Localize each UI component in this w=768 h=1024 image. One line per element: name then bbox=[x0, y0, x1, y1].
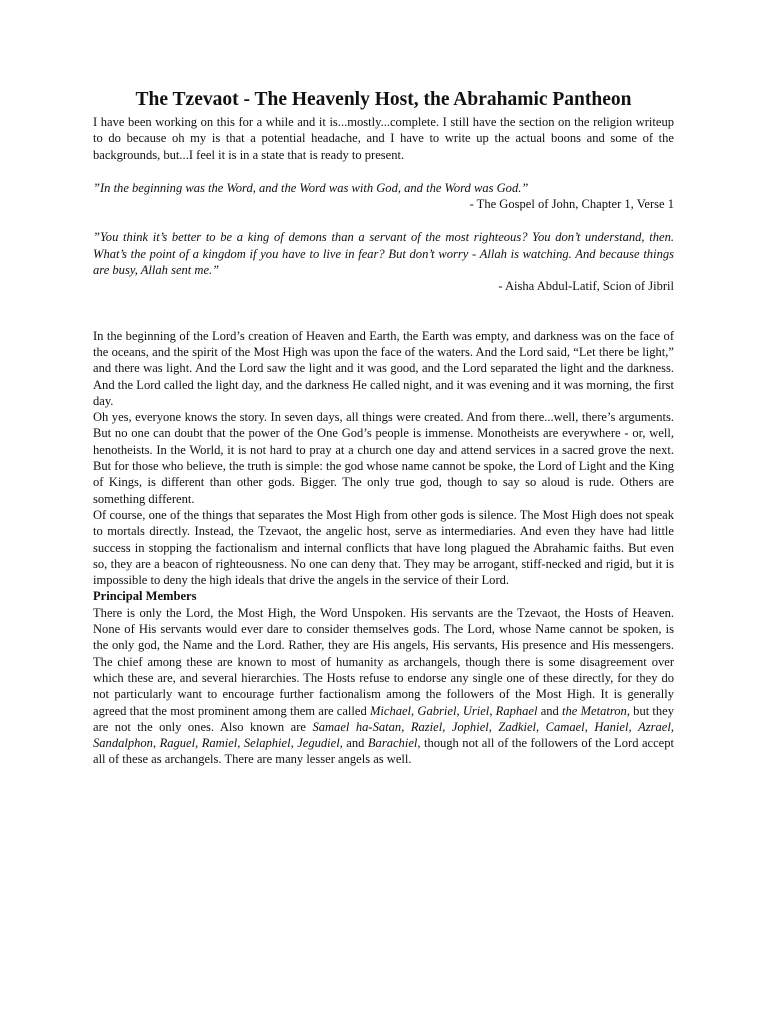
scion-attribution: - Aisha Abdul-Latif, Scion of Jibril bbox=[498, 279, 674, 294]
members-text: , but they are not the only ones. Also known are bbox=[93, 703, 675, 734]
archangel-name: Raziel bbox=[410, 719, 443, 734]
spacer bbox=[93, 163, 674, 180]
archangel-name: Michael bbox=[369, 703, 412, 718]
archangel-name: Camael bbox=[545, 719, 585, 734]
archangel-name: Uriel bbox=[462, 703, 490, 718]
archangel-name: Selaphiel bbox=[243, 736, 291, 751]
archangel-name: Zadkiel bbox=[498, 719, 537, 734]
archangel-name: Ramiel bbox=[201, 736, 238, 751]
archangel-name: Raguel bbox=[159, 736, 196, 751]
epigraph-quote: ”In the beginning was the Word, and the Word was with God, and the Word was God.” bbox=[93, 180, 529, 195]
monotheism-paragraph: Oh yes, everyone knows the story. In seven days, all things were created. And from there...well, there’s arguments. But no one can doubt that the power of the One God’s people is immense. Monotheists are everywhere - or, well, henotheists. In the World, it is not hard to pray at a church one day and attend services in a sacred grove the next. But for those who believe, the truth is simple: the god whose name cannot be spoke, the Lord of Light and the King of Kings, is different than other gods. Bigger. The only true god, though to say so aloud is rude. Others are something different. bbox=[93, 410, 674, 506]
archangel-name: Azrael bbox=[638, 719, 671, 734]
separator: , bbox=[670, 719, 674, 734]
separator: , bbox=[152, 736, 160, 751]
separator: , bbox=[411, 703, 418, 718]
separator: , bbox=[456, 703, 463, 718]
archangel-name: Jophiel bbox=[451, 719, 489, 734]
separator: , bbox=[442, 719, 452, 734]
members-paragraph bbox=[93, 605, 674, 768]
archangel-name: Samael ha-Satan bbox=[312, 719, 402, 734]
conjunction: and bbox=[537, 703, 563, 718]
archangel-name: Jegudiel bbox=[297, 736, 340, 751]
separator: , bbox=[401, 719, 411, 734]
epigraph-attribution: - The Gospel of John, Chapter 1, Verse 1 bbox=[469, 197, 674, 212]
spacer bbox=[93, 212, 674, 229]
archangel-name: Sandalphon bbox=[93, 736, 153, 751]
archangel-name: the Metatron bbox=[562, 703, 627, 718]
section-heading: Principal Members bbox=[93, 589, 197, 604]
separator: , bbox=[195, 736, 202, 751]
creation-paragraph: In the beginning of the Lord’s creation of Heaven and Earth, the Earth was empty, and darkness was on the face of the oceans, and the spirit of the Most High was upon the face of the waters. And the Lord said, “Let there be light,” and there was light. And the Lord saw the light and it was good, and the Lord separated the light and the darkness. And the Lord called the light day, and the darkness He called night, and it was evening and it was morning, the first day. bbox=[93, 328, 674, 408]
archangel-name: Barachiel bbox=[367, 736, 418, 751]
silence-paragraph: Of course, one of the things that separates the Most High from other gods is silence. The Most High does not speak to mortals directly. Instead, the Tzevaot, the angelic host, serve as intermediaries. And even they have had little success in stopping the factionalism and internal conflicts that have long plagued the Abrahamic faiths. But even so, they are a beacon of righteousness. No one can deny that. They may be arrogant, stiff-necked and rigid, but it is impossible to deny the high ideals that drive the angels in the service of their Lord. bbox=[93, 507, 674, 588]
archangel-name: Gabriel bbox=[417, 703, 457, 718]
scion-quote: ”You think it’s better to be a king of demons than a servant of the most righteous? You don’t understand, then. What’s the point of a kingdom if you have to live in fear? But don’t worry - Allah is watching. And because things are busy, Allah sent me.” bbox=[93, 230, 674, 278]
separator: , bbox=[489, 703, 496, 718]
separator: , bbox=[584, 719, 595, 734]
separator: , bbox=[237, 736, 244, 751]
intro-paragraph: I have been working on this for a while and it is...mostly...complete. I still have the section on the religion writeup to do because oh my is that a potential headache, and I have to write up the actual boons and some of the backgrounds, but...I feel it is in a state that is ready to present. bbox=[93, 115, 674, 162]
separator: , bbox=[536, 719, 546, 734]
archangel-name: Raphael bbox=[495, 703, 538, 718]
document-title: The Tzevaot - The Heavenly Host, the Abrahamic Pantheon bbox=[135, 89, 632, 110]
members-text: , though not all of the followers of the Lord accept all of these as archangels. There are many lesser angels as well. bbox=[93, 736, 674, 767]
conjunction: , and bbox=[339, 736, 368, 751]
members-text: There is only the Lord, the Most High, the Word Unspoken. His servants are the Tzevaot, the Hosts of Heaven. None of His servants would ever dare to consider themselves gods. The Lord, whose Name cannot be spoken, is the only god, the Name and the Lord. Rather, they are His angels, His servants, His presence and His messengers. The chief among these are known to most of humanity as archangels, though there is some disagreement over which these are, and several hierarchies. The Hosts refuse to endorse any single one of these directly, for they do not particularly want to encourage further factionalism among the followers of the Most High. It is generally agreed that the most prominent among them are called bbox=[93, 605, 674, 718]
separator: , bbox=[290, 736, 298, 751]
archangel-name: Haniel bbox=[594, 719, 629, 734]
spacer bbox=[93, 295, 674, 328]
document-page bbox=[93, 88, 674, 768]
separator: , bbox=[628, 719, 639, 734]
separator: , bbox=[488, 719, 499, 734]
